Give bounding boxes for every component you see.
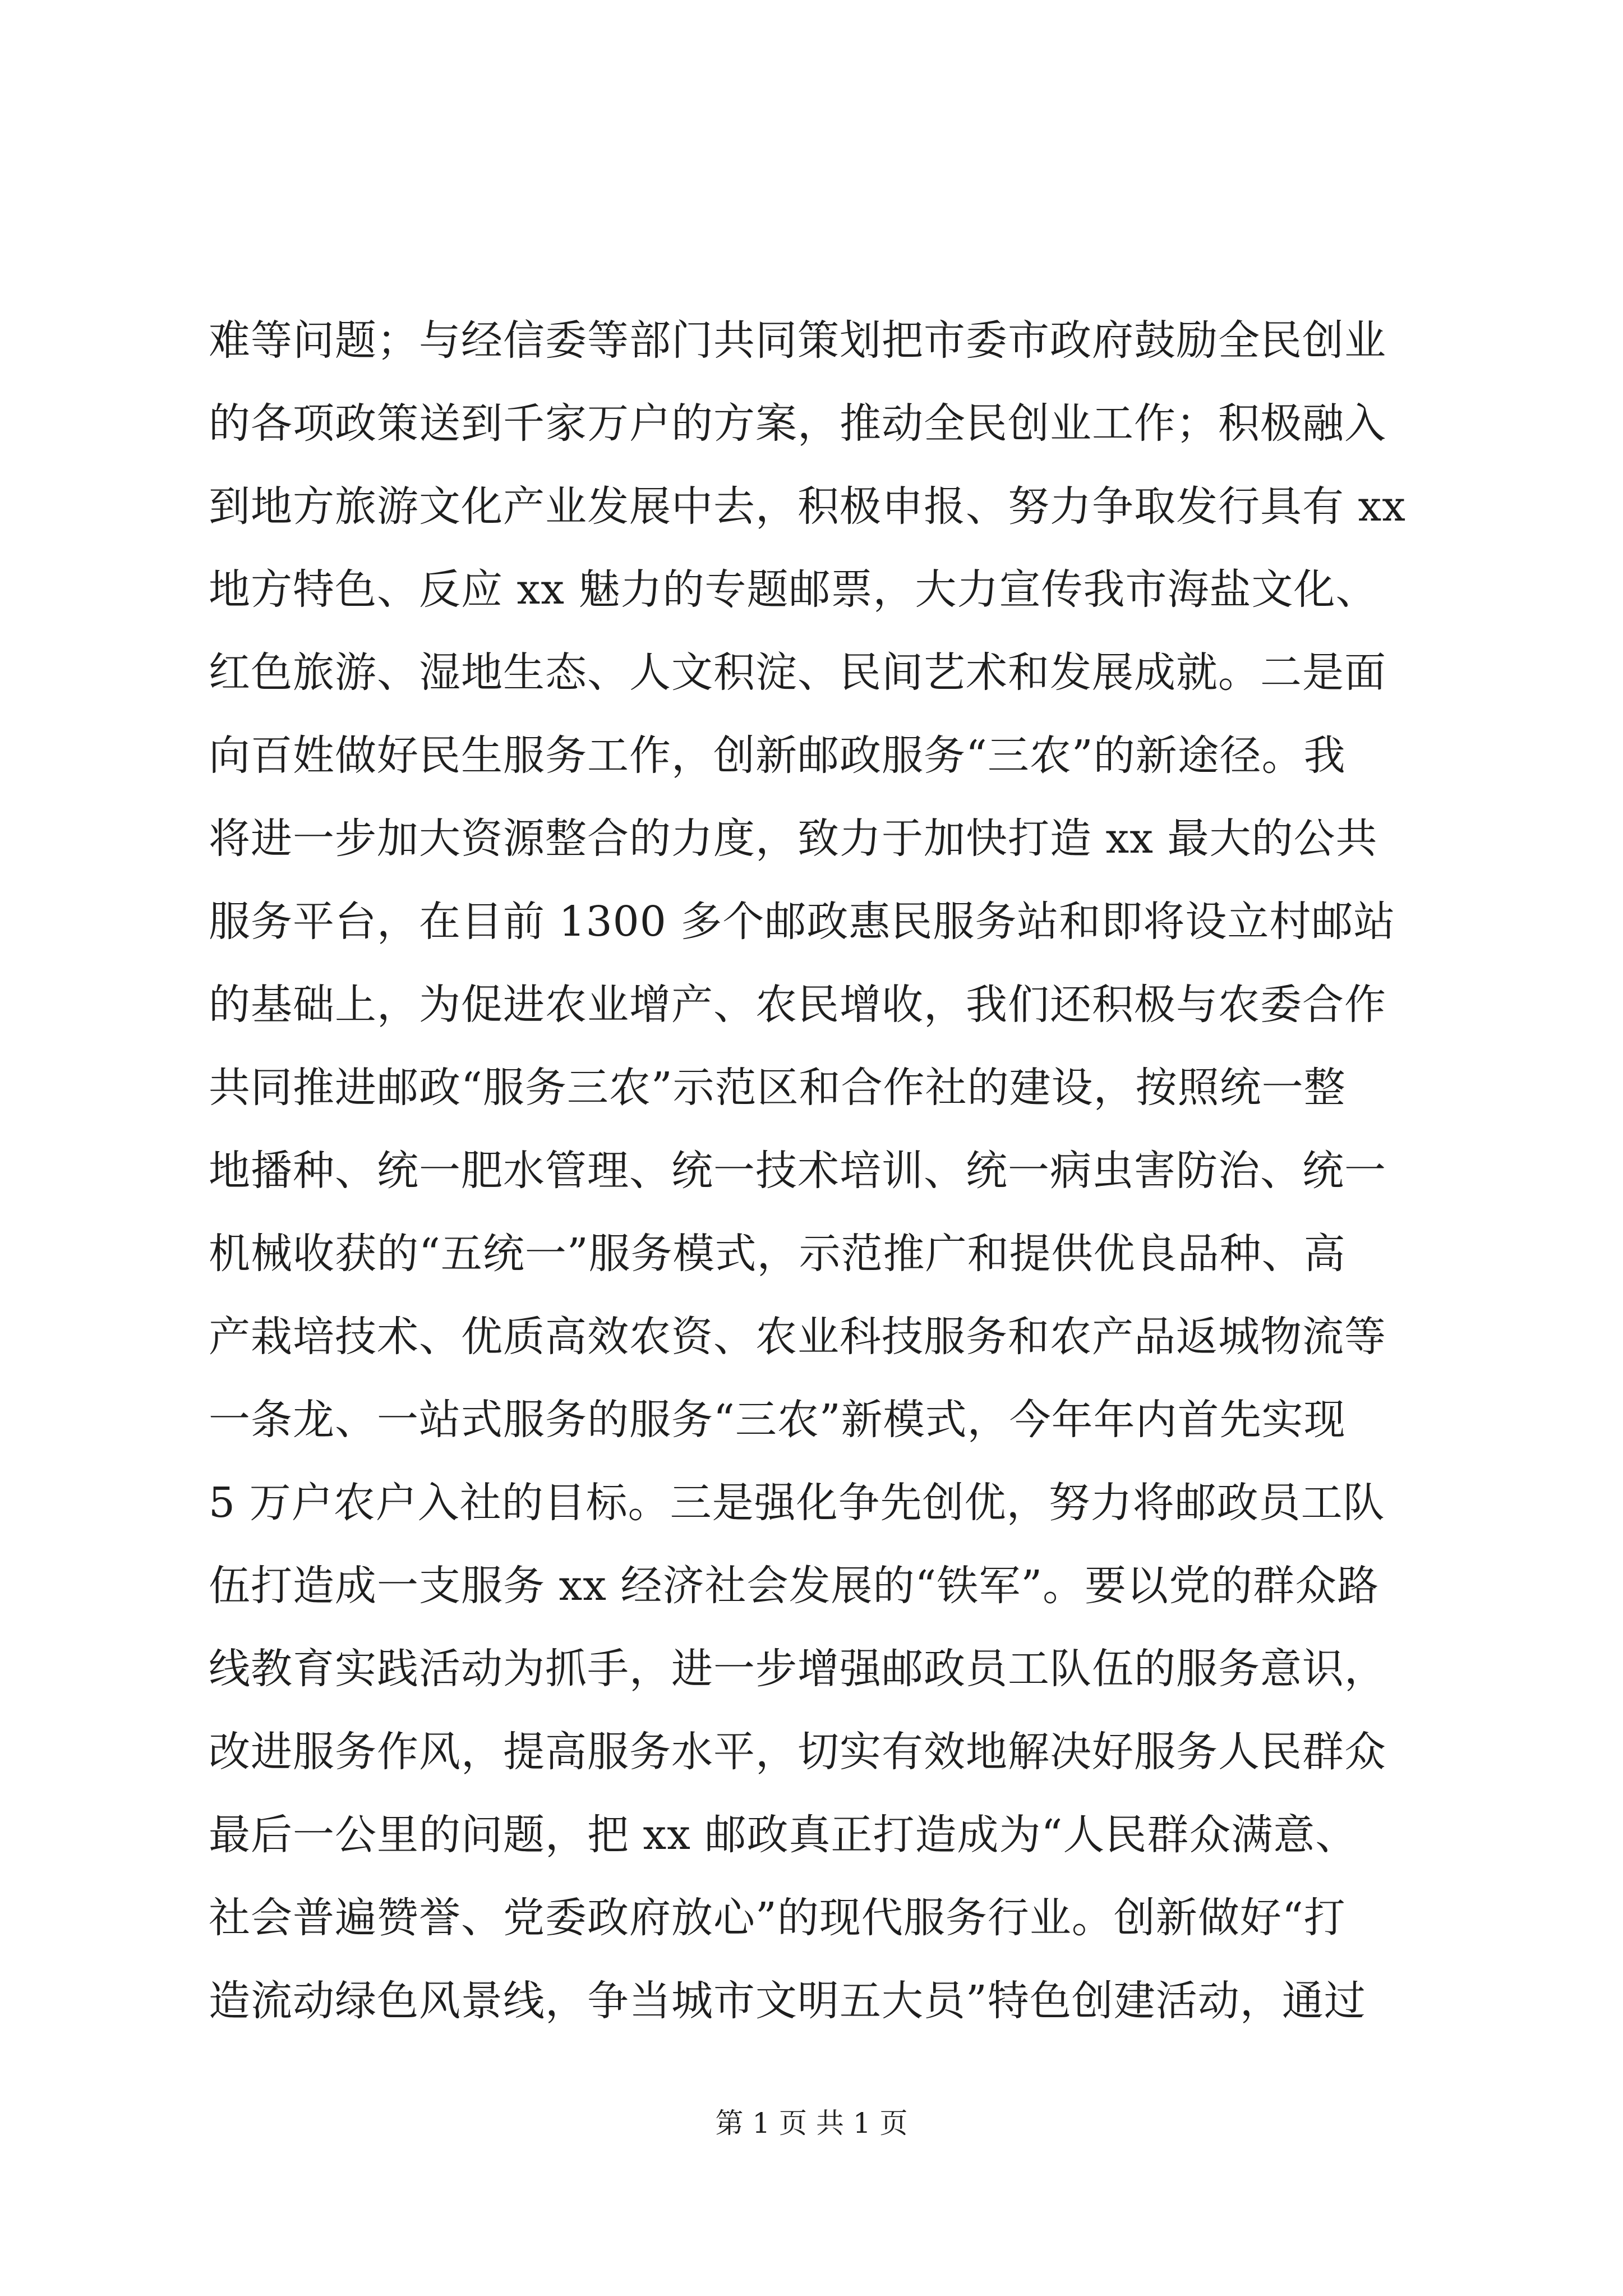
text-line: 伍打造成一支服务 xx 经济社会发展的“铁军”。要以党的群众路 — [209, 1562, 1380, 1610]
text-line: 一条龙、一站式服务的服务“三农”新模式，今年年内首先实现 — [209, 1396, 1346, 1444]
text-line: 社会普遍赞誉、党委政府放心”的现代服务行业。创新做好“打 — [209, 1894, 1346, 1942]
text-line: 5 万户农户入社的目标。三是强化争先创优，努力将邮政员工队 — [209, 1479, 1385, 1527]
text-line: 最后一公里的问题，把 xx 邮政真正打造成为“人民群众满意、 — [209, 1811, 1358, 1859]
text-line: 造流动绿色风景线，争当城市文明五大员”特色创建活动，通过 — [209, 1977, 1366, 2025]
text-line: 的各项政策送到千家万户的方案，推动全民创业工作；积极融入 — [209, 399, 1386, 448]
text-line: 机械收获的“五统一”服务模式，示范推广和提供优良品种、高 — [209, 1230, 1346, 1278]
text-line: 的基础上，为促进农业增产、农民增收，我们还积极与农委合作 — [209, 981, 1386, 1029]
text-line: 将进一步加大资源整合的力度，致力于加快打造 xx 最大的公共 — [209, 815, 1378, 863]
text-line: 服务平台，在目前 1300 多个邮政惠民服务站和即将设立村邮站 — [209, 898, 1396, 946]
text-line: 产栽培技术、优质高效农资、农业科技服务和农产品返城物流等 — [209, 1313, 1386, 1361]
text-line: 到地方旅游文化产业发展中去，积极申报、努力争取发行具有 xx — [209, 482, 1406, 531]
text-line: 共同推进邮政“服务三农”示范区和合作社的建设，按照统一整 — [209, 1064, 1346, 1112]
text-line: 红色旅游、湿地生态、人文积淀、民间艺术和发展成就。二是面 — [209, 648, 1386, 697]
text-line: 向百姓做好民生服务工作，创新邮政服务“三农”的新途径。我 — [209, 731, 1346, 780]
text-line: 地播种、统一肥水管理、统一技术培训、统一病虫害防治、统一 — [209, 1147, 1386, 1195]
text-line: 难等问题；与经信委等部门共同策划把市委市政府鼓励全民创业 — [209, 316, 1386, 365]
page-footer: 第 1 页 共 1 页 — [715, 2107, 908, 2139]
text-line: 改进服务作风，提高服务水平，切实有效地解决好服务人民群众 — [209, 1728, 1386, 1776]
text-line: 地方特色、反应 xx 魅力的专题邮票，大力宣传我市海盐文化、 — [209, 565, 1378, 614]
text-line: 线教育实践活动为抓手，进一步增强邮政员工队伍的服务意识， — [209, 1645, 1386, 1693]
